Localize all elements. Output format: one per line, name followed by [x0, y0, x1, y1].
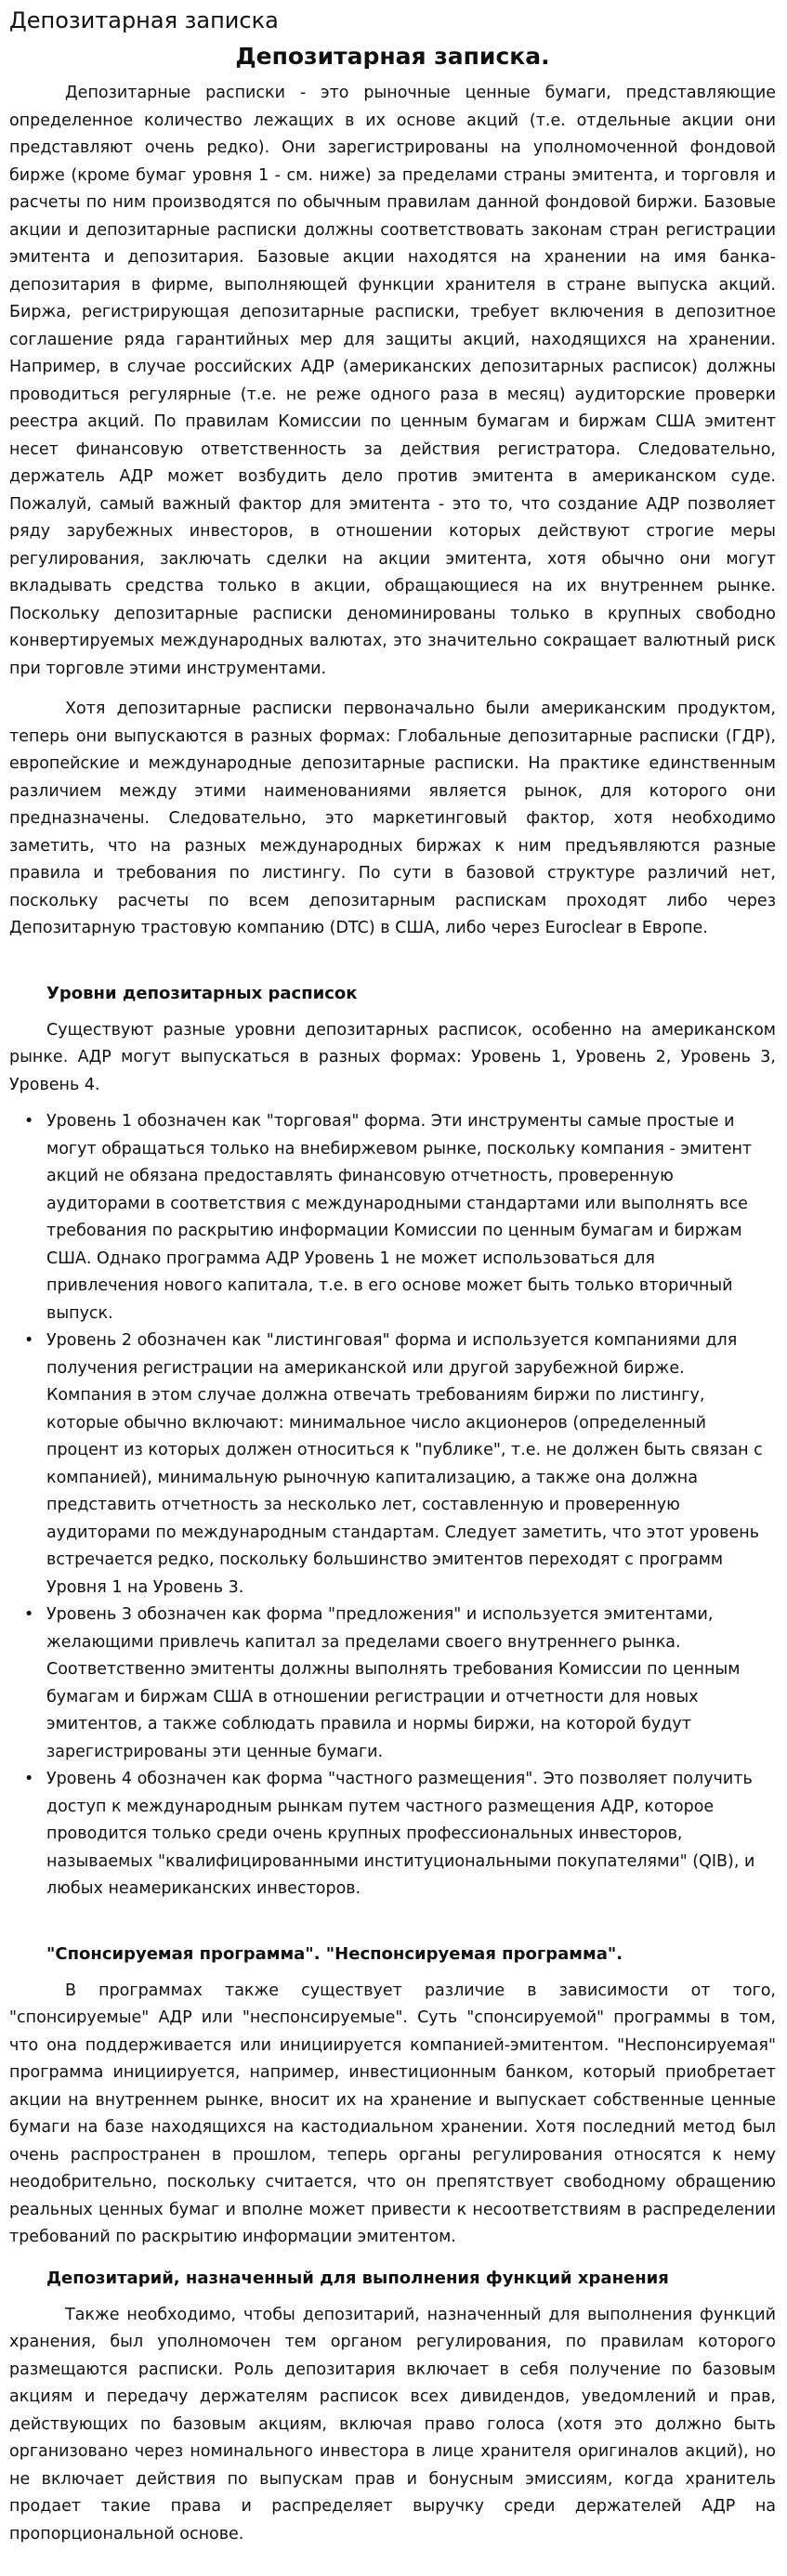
sponsored-paragraph: В программах также существует различие в зависимости от того, "спонсируемые" АДР или "неспонсируемые". Суть "спонсируемой" программы в том, что она поддерживается или инициируется компанией-эмитентом. "Неспонсируемая" программа инициируется, например, инвестиционным банком, который приобретает акции на внутреннем рынке, вносит их на хранение и выпускает собственные ценные бумаги на базе находящихся на кастодиальном хранении. Хотя последний метод был очень распространен в прошлом, теперь органы регулирования относятся к нему неодобрительно, поскольку считается, что он препятствует свободному обращению реальных ценных бумаг и вполне может привести к несоответствиям в распределении требований по раскрытию информации эмитентом. — [9, 1981, 776, 2246]
list-item — [24, 1327, 767, 1602]
bullet-icon: • — [24, 1331, 34, 1350]
custody-paragraph: Также необходимо, чтобы депозитарий, назначенный для выполнения функций хранения, был уполномочен тем органом регулирования, по правилам которого размещаются расписки. Роль депозитария включает в себя получение по базовым акциям и передачу держателям расписок всех дивидендов, уведомлений и прав, действующих по базовым акциям, включая право голоса (хотя это должно быть организовано через номинального инвестора в лице хранителя оригиналов акций), но не включает действия по выпускам прав и бонусным эмиссиям, когда хранитель продает такие права и распределяет выручку среди держателей АДР на пропорциональной основе. — [9, 2305, 776, 2543]
bullet-icon: • — [24, 1112, 34, 1131]
levels-list — [9, 1108, 776, 1903]
list-item — [24, 1108, 767, 1327]
levels-intro-paragraph: Существуют разные уровни депозитарных расписок, особенно на американском рынке. АДР могут выпускаться в разных формах: Уровень 1, Уровень 2, Уровень 3, Уровень 4. — [9, 1020, 776, 1094]
levels-heading: Уровни депозитарных расписок — [46, 983, 358, 1003]
document-heading: Депозитарная записка. — [235, 43, 550, 70]
list-item — [24, 1766, 767, 1903]
bullet-icon: • — [24, 1605, 34, 1624]
custody-heading: Депозитарий, назначенный для выполнения функций хранения — [46, 2268, 669, 2288]
list-item-text: Уровень 2 обозначен как "листинговая" форма и используется компаниями для получения регистрации на американской или другой зарубежной бирже. Компания в этом случае должна отвечать требованиям биржи по листингу, которые обычно включают: минимальное число акционеров (определенный процент из которых должен относиться к "публике", т.е. не должен быть связан с компанией), минимальную рыночную капитализацию, а также она должна представить отчетность за несколько лет, составленную и проверенную аудиторами по международным стандартам. Следует заметить, что этот уровень встречается редко, поскольку большинство эмитентов переходят с программ Уровня 1 на Уровень 3. — [46, 1331, 763, 1597]
intro-paragraph-1: Депозитарные расписки - это рыночные ценные бумаги, представляющие определенное количество лежащих в их основе акций (т.е. отдельные акции они представляют очень редко). Они зарегистрированы на уполномоченной фондовой бирже (кроме бумаг уровня 1 - см. ниже) за пределами страны эмитента, и торговля и расчеты по ним производятся по обычным правилам данной фондовой биржи. Базовые акции и депозитарные расписки должны соответствовать законам стран регистрации эмитента и депозитария. Базовые акции находятся на хранении на имя банка-депозитария в фирме, выполняющей функции хранителя в стране выпуска акций. Биржа, регистрирующая депозитарные расписки, требует включения в депозитное соглашение ряда гарантийных мер для защиты акций, находящихся на хранении. Например, в случае российских АДР (американских депозитарных расписок) должны проводиться регулярные (т.е. не реже одного раза в месяц) аудиторские проверки реестра акций. По правилам Комиссии по ценным бумагам и биржам США эмитент несет финансовую ответственность за действия регистратора. Следовательно, держатель АДР может возбудить дело против эмитента в американском суде. Пожалуй, самый важный фактор для эмитента - это то, что создание АДР позволяет ряду зарубежных инвесторов, в отношении которых действуют строгие меры регулирования, заключать сделки на акции эмитента, хотя обычно они могут вкладывать средства только в акции, обращающиеся на их внутреннем рынке. Поскольку депозитарные расписки деноминированы только в крупных свободно конвертируемых международных валютах, это значительно сокращает валютный риск при торговле этими инструментами. — [9, 84, 776, 678]
list-item — [24, 1602, 767, 1766]
list-item-text: Уровень 1 обозначен как "торговая" форма. Эти инструменты самые простые и могут обращаться только на внебиржевом рынке, поскольку компания - эмитент акций не обязана предоставлять финансовую отчетность, проверенную аудиторами в соответствия с международными стандартами или выполнять все требования по раскрытию информации Комиссии по ценным бумагам и биржам США. Однако программа АДР Уровень 1 не может использоваться для привлечения нового капитала, т.е. в его основе может быть только вторичный выпуск. — [46, 1112, 753, 1323]
intro-paragraph-2: Хотя депозитарные расписки первоначально были американским продуктом, теперь они выпускаются в разных формах: Глобальные депозитарные расписки (ГДР), европейские и международные депозитарные расписки. На практике единственным различием между этими наименованиями является рынок, для которого они предназначены. Следовательно, это маркетинговый фактор, хотя необходимо заметить, что на разных международных биржах к ним предъявляются разные правила и требования по листингу. По сути в базовой структуре различий нет, поскольку расчеты по всем депозитарным распискам проходят либо через Депозитарную трастовую компанию (DTC) в США, либо через Euroclear в Европе. — [9, 700, 776, 937]
list-item-text: Уровень 3 обозначен как форма "предложения" и используется эмитентами, желающими привлечь капитал за пределами своего внутреннего рынка. Соответственно эмитенты должны выполнять требования Комиссии по ценным бумагам и биржам США в отношении регистрации и отчетности для новых эмитентов, а также соблюдать правила и нормы биржи, на которой будут зарегистрированы эти ценные бумаги. — [46, 1605, 741, 1761]
bullet-icon: • — [24, 1770, 34, 1788]
sponsored-heading: "Спонсируемая программа". "Неспонсируемая программа". — [46, 1943, 623, 1964]
list-item-text: Уровень 4 обозначен как форма "частного размещения". Это позволяет получить доступ к международным рынкам путем частного размещения АДР, которое проводится только среди очень крупных профессиональных инвесторов, называемых "квалифицированными институциональными покупателями" (QIB), и любых неамериканских инвесторов. — [46, 1770, 755, 1898]
page-title: Депозитарная записка — [9, 7, 279, 33]
